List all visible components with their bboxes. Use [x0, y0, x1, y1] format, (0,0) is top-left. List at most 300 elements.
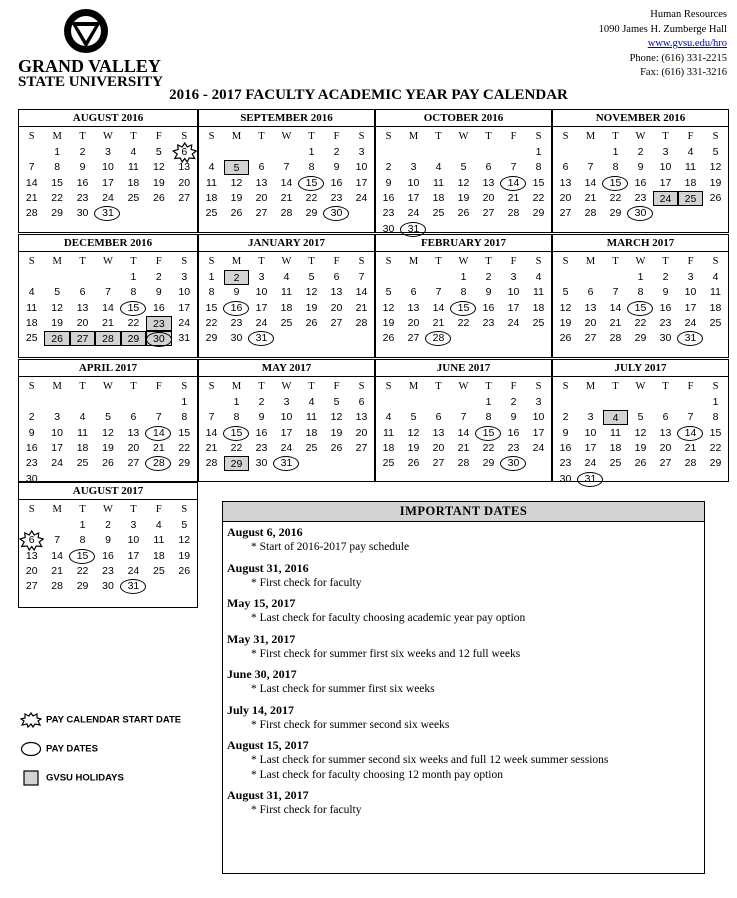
weekday-header: F — [687, 131, 694, 142]
pay-date: 15 — [121, 301, 146, 316]
holiday-date: 29 — [121, 331, 146, 346]
day-cell: 7 — [28, 161, 35, 174]
day-cell: 4 — [79, 411, 86, 424]
holiday-date: 2 — [224, 270, 249, 285]
starburst-icon — [20, 712, 42, 728]
day-cell: 27 — [330, 316, 343, 329]
holiday-date: 26 — [44, 331, 69, 346]
day-cell: 8 — [712, 411, 719, 424]
pay-date: 30 — [628, 206, 653, 221]
day-cell: 26 — [709, 191, 722, 204]
day-cell: 10 — [684, 286, 697, 299]
day-cell: 10 — [178, 286, 191, 299]
day-cell: 11 — [26, 301, 38, 314]
pay-date: 31 — [274, 456, 299, 471]
day-cell: 25 — [609, 457, 622, 470]
day-cell: 1 — [54, 146, 61, 158]
day-cell: 10 — [255, 286, 268, 299]
contact-website-link[interactable]: www.gvsu.edu/hro — [647, 38, 727, 49]
day-cell: 27 — [178, 191, 191, 204]
day-cell: 26 — [153, 191, 165, 204]
weekday-header: T — [258, 381, 265, 392]
day-cell: 10 — [355, 161, 368, 174]
day-cell: 19 — [51, 316, 63, 329]
weekday-header: T — [79, 381, 86, 392]
weekday-header: W — [103, 256, 113, 267]
day-cell: 18 — [127, 176, 140, 189]
day-cell: 18 — [25, 316, 38, 329]
month-calendar — [198, 359, 375, 482]
day-cell: 29 — [205, 332, 218, 345]
day-cell: 30 — [382, 222, 395, 235]
weekday-header: M — [231, 131, 242, 142]
day-cell: 12 — [382, 301, 395, 314]
day-cell: 3 — [410, 161, 417, 174]
day-cell: 17 — [255, 301, 268, 314]
day-cell: 8 — [460, 286, 467, 299]
day-cell: 13 — [482, 176, 495, 189]
day-cell: 29 — [178, 457, 191, 470]
day-cell: 17 — [532, 426, 545, 439]
day-cell: 19 — [178, 549, 191, 562]
day-cell: 9 — [485, 286, 492, 299]
day-cell: 25 — [153, 564, 165, 577]
day-cell: 3 — [54, 411, 61, 424]
weekday-header: F — [155, 131, 162, 142]
day-cell: 2 — [385, 161, 392, 174]
day-cell: 4 — [687, 146, 694, 158]
day-cell: 26 — [178, 564, 191, 577]
day-cell: 3 — [258, 271, 265, 283]
day-cell: 18 — [305, 426, 318, 439]
day-cell: 22 — [482, 441, 495, 454]
pay-date: 16 — [224, 301, 249, 316]
day-cell: 23 — [559, 457, 572, 470]
important-date: August 6, 2016 — [227, 525, 303, 539]
weekday-header: F — [333, 256, 340, 267]
day-cell: 23 — [255, 441, 268, 454]
weekday-header: T — [435, 131, 442, 142]
contact-info — [599, 8, 727, 81]
weekday-header: M — [231, 381, 242, 392]
important-date-entry — [227, 703, 700, 733]
pay-date: 15 — [70, 549, 95, 564]
weekday-header: T — [130, 131, 137, 142]
day-cell: 25 — [205, 207, 218, 220]
weekday-header: M — [408, 381, 419, 392]
day-cell: 8 — [130, 286, 137, 299]
day-cell: 23 — [507, 441, 520, 454]
day-cell: 23 — [482, 316, 495, 329]
day-cell: 25 — [25, 332, 38, 345]
day-cell: 14 — [432, 301, 445, 314]
day-cell: 2 — [637, 146, 644, 158]
weekday-header: F — [687, 256, 694, 267]
day-cell: 22 — [178, 441, 191, 454]
day-cell: 16 — [76, 176, 89, 189]
day-cell: 13 — [255, 176, 268, 189]
day-cell: 12 — [153, 161, 165, 174]
pay-date: 30 — [324, 206, 349, 221]
day-cell: 1 — [208, 271, 215, 283]
pay-date: 31 — [95, 206, 120, 221]
day-cell: 17 — [659, 176, 672, 189]
day-cell: 21 — [457, 441, 470, 454]
day-cell: 24 — [532, 441, 545, 454]
day-cell: 20 — [355, 426, 368, 439]
weekday-header: T — [79, 256, 86, 267]
weekday-header: F — [687, 381, 694, 392]
month-name: AUGUST 2016 — [19, 110, 197, 127]
day-cell: 1 — [612, 146, 619, 158]
weekday-header: S — [358, 131, 365, 142]
day-cell: 28 — [51, 580, 63, 593]
day-cell: 5 — [460, 161, 467, 174]
day-cell: 25 — [127, 191, 140, 204]
day-cell: 27 — [432, 457, 445, 470]
day-cell: 22 — [205, 316, 218, 329]
day-cell: 8 — [208, 286, 215, 299]
day-cell: 30 — [230, 332, 243, 345]
month-calendar — [552, 234, 729, 358]
pay-date: 28 — [146, 456, 171, 471]
day-cell: 8 — [79, 534, 86, 547]
day-cell: 29 — [305, 207, 318, 220]
day-cell: 9 — [155, 286, 162, 299]
weekday-header: T — [485, 381, 492, 392]
weekday-header: F — [333, 381, 340, 392]
day-cell: 14 — [609, 301, 622, 314]
holiday-date: 24 — [653, 191, 678, 206]
month-name: DECEMBER 2016 — [19, 235, 197, 252]
day-cell: 18 — [280, 301, 293, 314]
start-date: 6 — [19, 533, 44, 548]
weekday-header: M — [52, 256, 62, 267]
day-cell: 19 — [305, 301, 318, 314]
weekday-header: W — [458, 131, 469, 142]
day-cell: 11 — [710, 286, 721, 299]
day-cell: 30 — [76, 207, 89, 220]
day-cell: 1 — [79, 519, 86, 531]
day-cell: 25 — [532, 316, 545, 329]
day-cell: 17 — [102, 176, 114, 189]
day-cell: 10 — [102, 161, 114, 174]
day-cell: 11 — [206, 176, 217, 189]
day-cell: 24 — [127, 564, 140, 577]
weekday-header: T — [130, 381, 137, 392]
month-name: JUNE 2017 — [376, 360, 551, 377]
weekday-header: S — [28, 256, 35, 267]
weekday-header: F — [333, 131, 340, 142]
day-cell: 26 — [382, 332, 395, 345]
day-cell: 22 — [532, 191, 545, 204]
day-cell: 21 — [584, 191, 597, 204]
day-cell: 1 — [485, 396, 492, 408]
day-cell: 9 — [105, 534, 111, 547]
pay-date: 31 — [121, 579, 146, 594]
day-cell: 20 — [25, 564, 38, 577]
day-cell: 20 — [330, 301, 343, 314]
day-cell: 7 — [587, 161, 594, 174]
day-cell: 19 — [709, 176, 722, 189]
day-cell: 2 — [562, 411, 569, 424]
legend-start-label: PAY CALENDAR START DATE — [46, 714, 182, 726]
important-date: August 15, 2017 — [227, 738, 309, 752]
month-calendar — [18, 359, 198, 485]
weekday-header: W — [103, 131, 113, 142]
day-cell: 5 — [333, 396, 340, 408]
weekday-header: S — [181, 504, 188, 515]
day-cell: 23 — [102, 564, 114, 577]
day-cell: 28 — [25, 207, 38, 220]
month-name: JULY 2017 — [553, 360, 728, 377]
month-calendar — [552, 109, 729, 233]
important-date-entry — [227, 738, 700, 782]
day-cell: 15 — [205, 301, 218, 314]
day-cell: 20 — [559, 191, 572, 204]
day-cell: 11 — [306, 411, 317, 424]
day-cell: 4 — [130, 146, 137, 158]
day-cell: 11 — [433, 176, 444, 189]
day-cell: 16 — [102, 549, 114, 562]
day-cell: 29 — [709, 457, 722, 470]
day-cell: 18 — [532, 301, 545, 314]
day-cell: 1 — [308, 146, 315, 158]
weekday-header: S — [385, 256, 392, 267]
day-cell: 22 — [709, 441, 722, 454]
day-cell: 17 — [507, 301, 520, 314]
day-cell: 23 — [25, 457, 38, 470]
day-cell: 10 — [584, 426, 597, 439]
day-cell: 1 — [535, 146, 542, 158]
day-cell: 29 — [482, 457, 495, 470]
month-calendar — [375, 234, 552, 358]
day-cell: 4 — [435, 161, 442, 174]
month-calendar — [198, 109, 375, 233]
day-cell: 31 — [178, 332, 191, 345]
page-title: 2016 - 2017 FACULTY ACADEMIC YEAR PAY CALENDAR — [169, 87, 568, 103]
weekday-header: T — [130, 504, 137, 515]
day-cell: 17 — [407, 191, 420, 204]
day-cell: 3 — [662, 146, 669, 158]
day-cell: 6 — [79, 286, 86, 299]
month-calendar — [552, 359, 729, 485]
day-cell: 2 — [333, 146, 340, 158]
day-cell: 2 — [510, 396, 517, 408]
day-cell: 4 — [155, 519, 162, 531]
pay-date: 15 — [224, 426, 249, 441]
day-cell: 11 — [281, 286, 292, 299]
day-cell: 7 — [105, 286, 111, 299]
day-cell: 14 — [355, 286, 368, 299]
day-cell: 16 — [507, 426, 520, 439]
day-cell: 28 — [684, 457, 697, 470]
contact-dept: Human Resources — [650, 9, 727, 20]
weekday-header: S — [562, 381, 569, 392]
day-cell: 18 — [609, 441, 622, 454]
month-calendar — [375, 109, 552, 233]
day-cell: 16 — [382, 191, 395, 204]
weekday-header: M — [231, 256, 242, 267]
important-date-note: * Last check for summer first six weeks — [251, 683, 435, 695]
day-cell: 7 — [208, 411, 215, 424]
day-cell: 5 — [54, 286, 61, 299]
day-cell: 8 — [535, 161, 542, 174]
weekday-header: T — [485, 256, 492, 267]
day-cell: 17 — [280, 426, 293, 439]
legend-pay — [20, 741, 98, 757]
day-cell: 10 — [407, 176, 420, 189]
weekday-header: S — [535, 256, 542, 267]
day-cell: 20 — [432, 441, 445, 454]
day-cell: 7 — [612, 286, 619, 299]
day-cell: 12 — [407, 426, 420, 439]
day-cell: 20 — [255, 191, 268, 204]
day-cell: 9 — [258, 411, 265, 424]
day-cell: 1 — [460, 271, 467, 283]
contact-address: 1090 James H. Zumberge Hall — [598, 23, 727, 35]
day-cell: 3 — [535, 396, 542, 408]
weekday-header: S — [358, 381, 365, 392]
day-cell: 22 — [230, 441, 243, 454]
day-cell: 19 — [457, 191, 470, 204]
day-cell: 12 — [559, 301, 572, 314]
important-dates-list — [223, 522, 704, 818]
weekday-header: T — [612, 381, 619, 392]
day-cell: 25 — [382, 457, 395, 470]
month-name: SEPTEMBER 2016 — [199, 110, 374, 127]
important-dates-heading: IMPORTANT DATES — [223, 502, 704, 522]
day-cell: 28 — [280, 207, 293, 220]
day-cell: 24 — [584, 457, 597, 470]
day-cell: 24 — [407, 207, 420, 220]
day-cell: 5 — [410, 411, 417, 424]
day-cell: 7 — [460, 411, 467, 424]
day-cell: 8 — [637, 286, 644, 299]
pay-date: 31 — [249, 331, 274, 346]
day-cell: 29 — [51, 207, 63, 220]
day-cell: 16 — [153, 301, 165, 314]
day-cell: 27 — [559, 207, 572, 220]
day-cell: 25 — [280, 316, 293, 329]
day-cell: 11 — [153, 534, 165, 547]
day-cell: 10 — [280, 411, 293, 424]
day-cell: 9 — [233, 286, 240, 299]
weekday-header: T — [79, 131, 86, 142]
day-cell: 10 — [127, 534, 140, 547]
day-cell: 27 — [25, 580, 38, 593]
day-cell: 11 — [127, 161, 139, 174]
day-cell: 2 — [662, 271, 669, 283]
legend-start — [20, 712, 181, 728]
day-cell: 23 — [659, 316, 672, 329]
day-cell: 16 — [255, 426, 268, 439]
day-cell: 5 — [181, 519, 188, 531]
day-cell: 21 — [432, 316, 445, 329]
holiday-date: 5 — [224, 160, 249, 175]
ellipse-icon — [20, 741, 42, 757]
month-name: AUGUST 2017 — [19, 483, 197, 500]
day-cell: 17 — [584, 441, 597, 454]
weekday-header: S — [28, 131, 35, 142]
weekday-header: S — [385, 131, 392, 142]
holiday-date: 29 — [224, 456, 249, 471]
day-cell: 28 — [584, 207, 597, 220]
pay-date: 14 — [146, 426, 171, 441]
month-calendar — [198, 234, 375, 358]
day-cell: 25 — [709, 316, 722, 329]
day-cell: 3 — [358, 146, 365, 158]
day-cell: 14 — [584, 176, 597, 189]
day-cell: 17 — [127, 549, 140, 562]
month-calendar — [18, 109, 198, 233]
day-cell: 28 — [507, 207, 520, 220]
month-name: MAY 2017 — [199, 360, 374, 377]
weekday-header: T — [435, 256, 442, 267]
day-cell: 18 — [684, 176, 697, 189]
day-cell: 27 — [255, 207, 268, 220]
weekday-header: M — [585, 256, 596, 267]
day-cell: 27 — [355, 441, 368, 454]
day-cell: 6 — [435, 411, 442, 424]
important-date-entry — [227, 525, 700, 555]
day-cell: 25 — [76, 457, 89, 470]
day-cell: 7 — [283, 161, 290, 174]
day-cell: 9 — [333, 161, 340, 174]
important-date-entry — [227, 632, 700, 662]
day-cell: 3 — [510, 271, 517, 283]
day-cell: 20 — [482, 191, 495, 204]
pay-date: 15 — [299, 176, 324, 191]
day-cell: 22 — [76, 564, 89, 577]
weekday-header: S — [562, 256, 569, 267]
weekday-header: W — [458, 256, 469, 267]
contact-phone: Phone: (616) 331-2215 — [629, 52, 727, 64]
day-cell: 8 — [54, 161, 61, 174]
day-cell: 1 — [181, 396, 188, 408]
day-cell: 14 — [205, 426, 218, 439]
day-cell: 17 — [355, 176, 368, 189]
day-cell: 12 — [457, 176, 470, 189]
pay-date: 30 — [501, 456, 526, 471]
day-cell: 9 — [662, 286, 669, 299]
day-cell: 13 — [127, 426, 140, 439]
day-cell: 16 — [559, 441, 572, 454]
day-cell: 18 — [153, 549, 165, 562]
weekday-header: M — [585, 131, 596, 142]
weekday-header: W — [458, 381, 469, 392]
day-cell: 7 — [155, 411, 162, 424]
weekday-header: S — [535, 381, 542, 392]
weekday-header: F — [510, 256, 517, 267]
weekday-header: S — [385, 381, 392, 392]
weekday-header: S — [712, 131, 719, 142]
day-cell: 26 — [634, 457, 647, 470]
day-cell: 8 — [308, 161, 315, 174]
day-cell: 20 — [178, 176, 191, 189]
important-date: May 15, 2017 — [227, 596, 296, 610]
day-cell: 21 — [280, 191, 293, 204]
day-cell: 6 — [358, 396, 365, 408]
day-cell: 7 — [510, 161, 517, 174]
day-cell: 4 — [712, 271, 719, 283]
gvsu-logo — [18, 8, 163, 93]
day-cell: 27 — [127, 457, 140, 470]
day-cell: 14 — [102, 301, 114, 314]
important-date-note: * Last check for faculty choosing academic year pay option — [251, 612, 526, 624]
day-cell: 13 — [432, 426, 445, 439]
weekday-header: M — [52, 381, 62, 392]
